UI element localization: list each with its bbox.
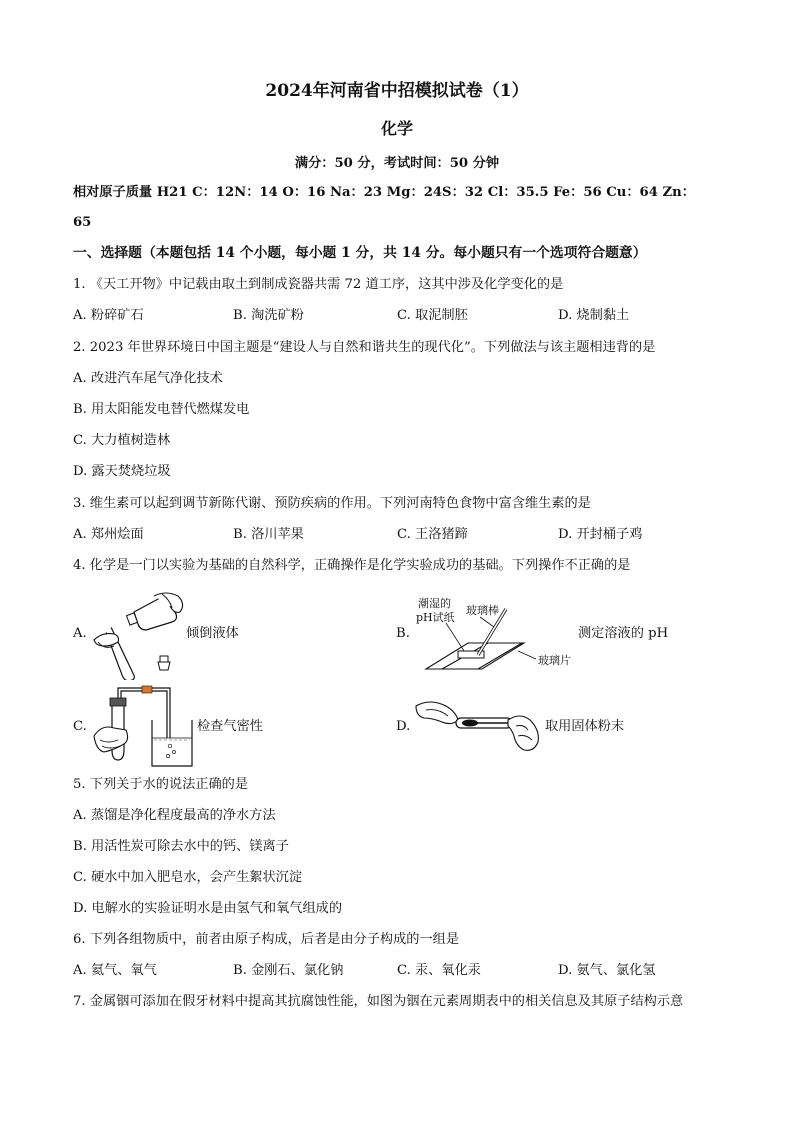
q5-option-d[interactable]: D. 电解水的实验证明水是由氢气和氧气组成的	[73, 901, 343, 916]
ph-test-figure	[410, 593, 580, 675]
q4-option-d-caption: 取用固体粉末	[545, 719, 625, 734]
q1-option-d[interactable]: D. 烧制黏土	[558, 308, 630, 323]
glass-plate-label: 玻璃片	[538, 654, 571, 667]
q1-option-c[interactable]: C. 取泥制胚	[397, 308, 468, 323]
q6-option-a[interactable]: A. 氦气、氧气	[73, 963, 157, 978]
q4-option-b-letter[interactable]: B.	[396, 626, 410, 641]
q4-stem: 4. 化学是一门以实验为基础的自然科学，正确操作是化学实验成功的基础。下列操作不正确的是	[73, 558, 631, 573]
q3-option-c[interactable]: C. 王洛猪蹄	[397, 527, 468, 542]
q3-option-d[interactable]: D. 开封桶子鸡	[558, 527, 643, 542]
q1-option-a[interactable]: A. 粉碎矿石	[73, 308, 144, 323]
q5-option-c[interactable]: C. 硬水中加入肥皂水，会产生絮状沉淀	[73, 870, 303, 885]
atomic-mass-line2: 65	[73, 215, 92, 230]
atomic-mass-line1: 相对原子质量 H21 C：12N：14 O：16 Na：23 Mg：24S：32 Cl：35.5 Fe：56 Cu：64 Zn：	[73, 185, 695, 200]
q4-option-a-caption: 倾倒液体	[186, 626, 239, 641]
exam-info: 满分：50 分，考试时间：50 分钟	[294, 156, 500, 171]
ph-paper-label-line2: pH试纸	[416, 611, 455, 624]
q5-option-b[interactable]: B. 用活性炭可除去水中的钙、镁离子	[73, 839, 289, 854]
q2-option-a[interactable]: A. 改进汽车尾气净化技术	[73, 371, 223, 386]
q5-option-a[interactable]: A. 蒸馏是净化程度最高的净水方法	[73, 808, 276, 823]
q6-option-c[interactable]: C. 汞、氧化汞	[397, 963, 481, 978]
ph-paper-label-line1: 潮湿的	[418, 597, 451, 610]
q3-option-a[interactable]: A. 郑州烩面	[73, 527, 144, 542]
subject-title: 化学	[380, 119, 413, 138]
solid-powder-figure	[412, 696, 544, 754]
q4-option-b-caption: 测定溶液的 pH	[578, 626, 669, 641]
q2-option-c[interactable]: C. 大力植树造林	[73, 433, 171, 448]
pouring-liquid-figure	[90, 590, 190, 680]
q4-option-a-letter[interactable]: A.	[73, 626, 87, 641]
q4-option-c-letter[interactable]: C.	[73, 719, 87, 734]
q1-stem: 1. 《天工开物》中记载由取土到制成瓷器共需 72 道工序，这其中涉及化学变化的是	[73, 277, 564, 292]
q5-stem: 5. 下列关于水的说法正确的是	[73, 777, 249, 792]
q4-option-d-letter[interactable]: D.	[396, 719, 411, 734]
q6-option-d[interactable]: D. 氨气、氯化氢	[558, 963, 656, 978]
q6-option-b[interactable]: B. 金刚石、氯化钠	[233, 963, 344, 978]
q2-option-b[interactable]: B. 用太阳能发电替代燃煤发电	[73, 402, 250, 417]
airtightness-check-figure	[90, 680, 202, 770]
q1-option-b[interactable]: B. 淘洗矿粉	[233, 308, 304, 323]
q2-stem: 2. 2023 年世界环境日中国主题是“建设人与自然和谐共生的现代化”。下列做法与该主题相违背的是	[73, 340, 656, 355]
q4-option-c-caption: 检查气密性	[197, 719, 263, 734]
glass-rod-label: 玻璃棒	[466, 604, 499, 617]
exam-title: 2024年河南省中招模拟试卷（1）	[265, 81, 529, 101]
q3-stem: 3. 维生素可以起到调节新陈代谢、预防疾病的作用。下列河南特色食物中富含维生素的是	[73, 496, 591, 511]
q6-stem: 6. 下列各组物质中，前者由原子构成，后者是由分子构成的一组是	[73, 932, 460, 947]
q3-option-b[interactable]: B. 洛川苹果	[233, 527, 304, 542]
q7-stem: 7. 金属铟可添加在假牙材料中提高其抗腐蚀性能，如图为铟在元素周期表中的相关信息及其原子结构示意	[73, 994, 684, 1009]
section-heading: 一、选择题（本题包括 14 个小题，每小题 1 分，共 14 分。每小题只有一个选项符合题意）	[73, 245, 647, 261]
q2-option-d[interactable]: D. 露天焚烧垃圾	[73, 464, 171, 479]
